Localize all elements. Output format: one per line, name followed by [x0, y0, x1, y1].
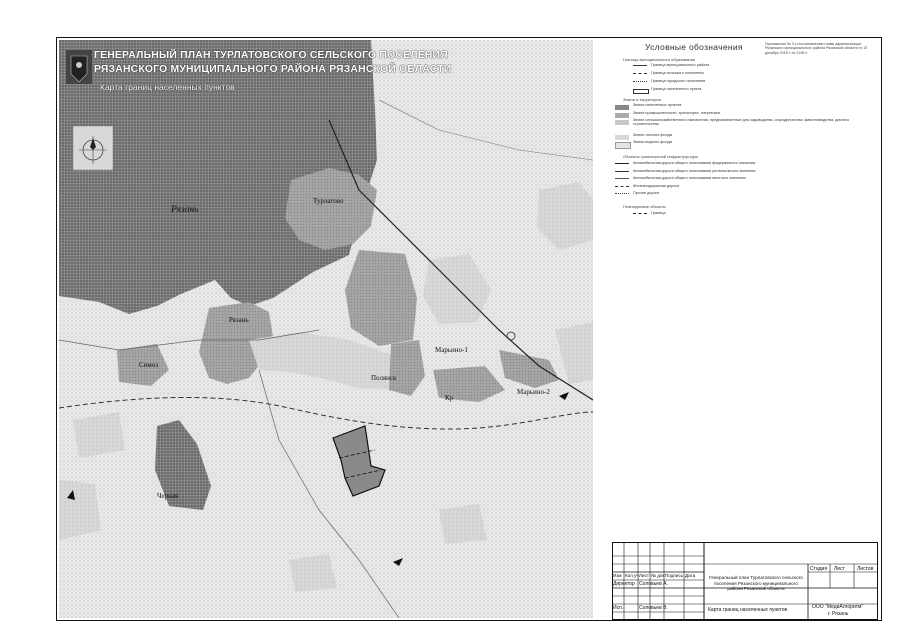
- legend-row: Автомобильная дорога общего пользования регионального значения: [633, 169, 756, 173]
- sheet-label: Лист: [834, 566, 845, 572]
- coat-of-arms-icon: [66, 50, 92, 84]
- legend-symbol: [615, 105, 629, 110]
- sheets-label: Листов: [857, 566, 874, 572]
- col-izm: Изм: [613, 573, 622, 578]
- west-patch: [73, 412, 125, 458]
- legend-symbol: [615, 120, 629, 125]
- label-krasnoe: Кр: [445, 394, 454, 402]
- label-chernaya: Черная: [157, 492, 179, 500]
- title-block: [612, 542, 878, 620]
- legend-row: Граница населенного пункта: [651, 87, 702, 91]
- col-list: Лист: [639, 573, 649, 578]
- legend-symbol: [615, 171, 629, 177]
- map-area[interactable]: [59, 40, 593, 618]
- legend-row: Прочие дороги: [633, 191, 660, 195]
- legend-section-boundaries: Граница муниципального образования: [623, 57, 696, 62]
- label-maryino2: Марьино-2: [517, 388, 550, 396]
- label-turlatovo: Турлатово: [313, 197, 344, 205]
- legend-row: Граница городского поселения: [651, 79, 706, 83]
- legend-symbol: [633, 89, 649, 94]
- legend-row: Земли лесного фонда: [633, 133, 672, 137]
- legend-row: Граница сельского поселения: [651, 71, 704, 75]
- legend-title: Условные обозначения: [645, 42, 743, 52]
- legend-row: Автомобильная дорога общего пользования местного значения: [633, 176, 746, 180]
- legend-section-lands: Земли и территории: [623, 97, 661, 102]
- legend-row: Земли сельскохозяйственного назначения, предназначенные для садоводства, огородничества, животноводства, дачного строительства: [633, 118, 850, 127]
- legend-symbol: [615, 163, 629, 169]
- legend-symbol: [633, 81, 647, 87]
- label-ryazan: Рязань: [171, 205, 199, 215]
- legend-symbol: [633, 73, 647, 79]
- header-title-line1: ГЕНЕРАЛЬНЫЙ ПЛАН ТУРЛАТОВСКОГО СЕЛЬСКОГО ПОСЕЛЕНИЯ: [94, 50, 448, 61]
- legend-symbol: [615, 135, 629, 140]
- label-ryazan-small: Рязань: [229, 316, 249, 324]
- header-subtitle: Карта границ населенных пунктов: [100, 82, 235, 92]
- legend-symbol: [615, 186, 629, 192]
- sheet-title: Карта границ населенных пунктов: [708, 607, 788, 613]
- legend-section-transport: Объекты транспортной инфраструктуры: [623, 154, 699, 159]
- legend-symbol: [615, 178, 629, 184]
- col-kol-uch: Кол.уч: [625, 573, 639, 578]
- stage-label: Стадия: [810, 566, 828, 572]
- org-city: г. Рязань: [828, 611, 849, 617]
- west-patch: [59, 480, 101, 540]
- legend-symbol: [633, 213, 647, 219]
- org-name: ООО "МедиАлгоритм": [812, 604, 864, 610]
- legend-row: Граница: [651, 211, 666, 215]
- legend-row: Граница муниципального района: [651, 63, 710, 67]
- legend-row: Земли промышленности, транспорта, энергетики: [633, 111, 720, 115]
- legend-row: Железнодорожная дорога: [633, 184, 679, 188]
- label-maryino1: Марьино-1: [435, 346, 468, 354]
- legend-panel: [593, 40, 879, 524]
- legend-symbol: [615, 142, 631, 149]
- director-role: Директор: [613, 581, 635, 587]
- director-name: Соловьев А.: [639, 581, 668, 587]
- col-signature: Подпись: [665, 573, 684, 578]
- compass-rose-icon: [73, 126, 113, 170]
- label-polyansk: Полянск: [371, 374, 397, 382]
- label-simoz: Симоз: [139, 361, 159, 369]
- project-title: Генеральный план Турлатовского сельского поселения Рязанского муниципального района Рязанской области: [709, 575, 803, 592]
- legend-approval-note: Приложение № 3 к постановлению главы администрации Рязанского муниципального района Рязанской области от 15 декабря 2015 г. № 2196 п: [765, 42, 868, 55]
- legend-symbol: [615, 113, 629, 118]
- executor-role: Исп.: [613, 605, 624, 611]
- map-canvas: [59, 40, 593, 618]
- legend-symbol: [615, 193, 629, 199]
- header-title-line2: РЯЗАНСКОГО МУНИЦИПАЛЬНОГО РАЙОНА РЯЗАНСКОЙ ОБЛАСТИ: [94, 64, 452, 75]
- south-patch: [439, 504, 487, 544]
- legend-section-planned: Планируемые объекты: [623, 204, 666, 209]
- south-patch: [289, 554, 337, 592]
- legend-row: Земли населенных пунктов: [633, 103, 682, 107]
- legend-row: Автомобильная дорога общего пользования федерального значения: [633, 161, 756, 165]
- legend-symbol: [633, 65, 647, 71]
- legend-row: Земли водного фонда: [633, 140, 672, 144]
- col-doc: № док: [651, 573, 665, 578]
- executor-name: Соловьев В.: [639, 605, 668, 611]
- col-date: Дата: [685, 573, 696, 578]
